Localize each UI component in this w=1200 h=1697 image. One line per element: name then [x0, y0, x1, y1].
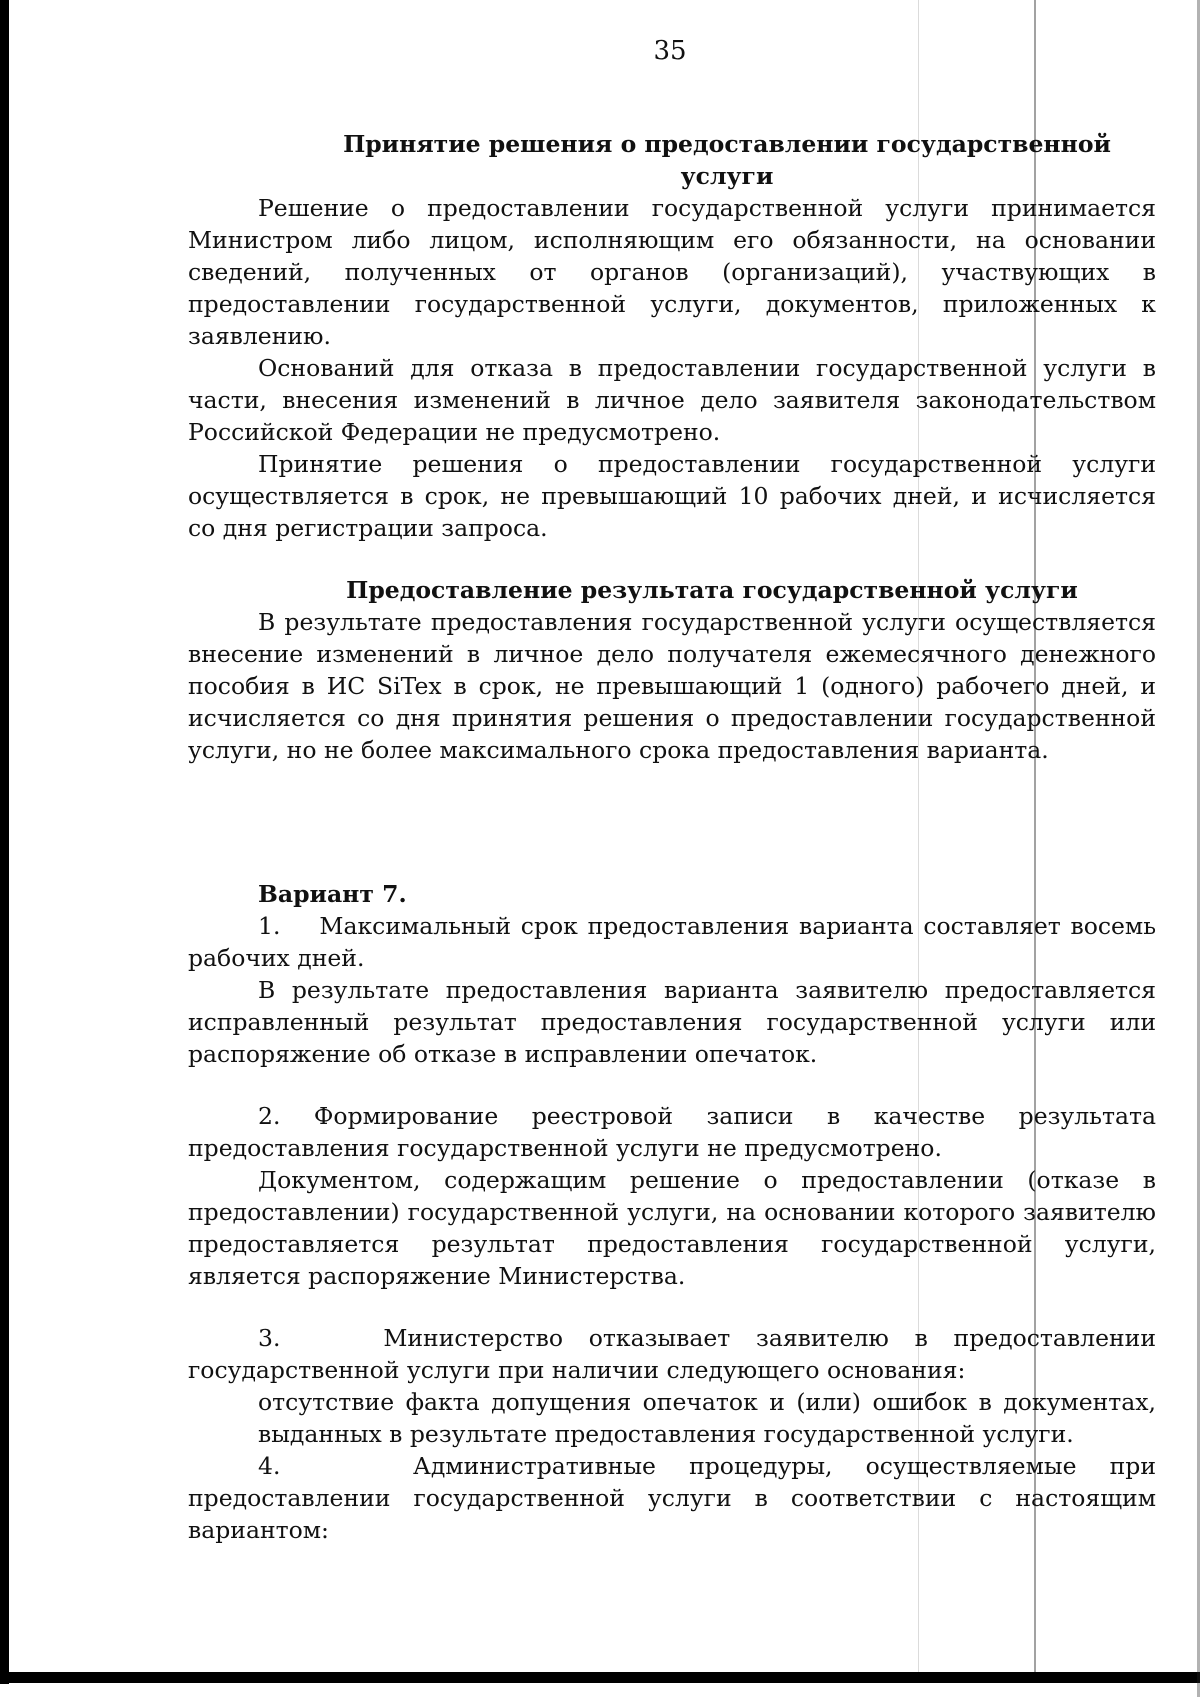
page-number: 35	[653, 36, 687, 66]
variant-title: Вариант 7.	[258, 880, 407, 908]
variant-item-4: 4. Административные процедуры, осуществляемые при предоставлении государственной услуги в соответствии с настоящим вариантом:	[188, 1452, 1156, 1544]
paragraph: Принятие решения о предоставлении государственной услуги осуществляется в срок, не превышающий 10 рабочих дней, и исчисляется со дня регистрации запроса.	[188, 450, 1156, 542]
variant-item-3: 3. Министерство отказывает заявителю в предоставлении государственной услуги при наличии следующего основания:	[188, 1324, 1156, 1384]
section-heading-decision: Принятие решения о предоставлении государственной услуги	[343, 130, 1111, 190]
scan-border-left	[0, 0, 9, 1684]
paragraph: Документом, содержащим решение о предоставлении (отказе в предоставлении) государственной услуги, на основании которого заявителю предоставляется результат предоставления государственной услуги, является распоряжение Министерства.	[188, 1166, 1156, 1290]
section-heading-result: Предоставление результата государственной услуги	[346, 576, 1078, 604]
scan-border-bottom	[0, 1672, 1200, 1683]
paragraph: Решение о предоставлении государственной услуги принимается Министром либо лицом, исполняющим его обязанности, на основании сведений, полученных от органов (организаций), участвующих в предоставлении государственной услуги, документов, приложенных к заявлению.	[188, 194, 1156, 350]
refusal-reason: отсутствие факта допущения опечаток и (или) ошибок в документах, выданных в результате предоставления государственной услуги.	[258, 1388, 1156, 1448]
variant-item-2: 2. Формирование реестровой записи в качестве результата предоставления государственной услуги не предусмотрено.	[188, 1102, 1156, 1162]
paragraph: В результате предоставления государственной услуги осуществляется внесение изменений в личное дело получателя ежемесячного денежного пособия в ИС SiTex в срок, не превышающий 1 (одного) рабочего дней, и исчисляется со дня принятия решения о предоставлении государственной услуги, но не более максимального срока предоставления варианта.	[188, 608, 1156, 764]
paragraph: Оснований для отказа в предоставлении государственной услуги в части, внесения изменений в личное дело заявителя законодательством Российской Федерации не предусмотрено.	[188, 354, 1156, 446]
variant-item-1: 1. Максимальный срок предоставления варианта составляет восемь рабочих дней.	[188, 912, 1156, 972]
document-body	[188, 128, 1156, 1546]
paragraph: В результате предоставления варианта заявителю предоставляется исправленный результат предоставления государственной услуги или распоряжение об отказе в исправлении опечаток.	[188, 976, 1156, 1068]
